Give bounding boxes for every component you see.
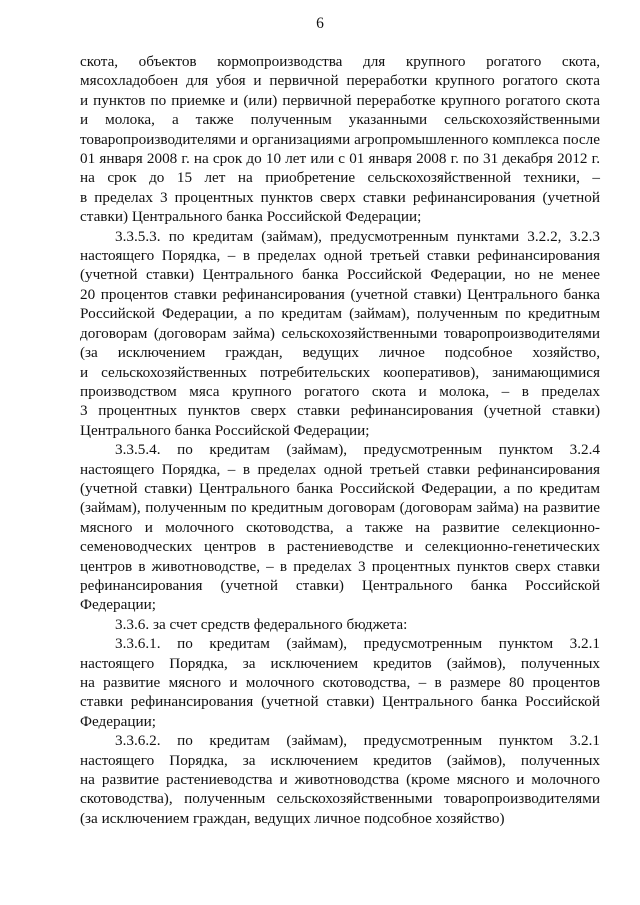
paragraph <box>80 52 600 227</box>
text-line: 3.3.5.3. по кредитам (займам), предусмотренным пунктами 3.2.2, 3.2.3 <box>115 227 600 245</box>
paragraph <box>80 731 600 828</box>
text-line: и пунктов по приемке и (или) первичной переработке крупного рогатого скота <box>80 91 600 109</box>
text-line: настоящего Порядка, – в пределах одной третьей ставки рефинансирования <box>80 247 600 265</box>
text-line: 3.3.6. за счет средств федерального бюджета: <box>115 615 408 633</box>
text-line: в пределах 3 процентных пунктов сверх ставки рефинансирования (учетной <box>80 188 600 206</box>
text-line: (за исключением граждан, ведущих личное подсобное хозяйство, <box>80 344 600 362</box>
text-line: ставки рефинансирования (учетной ставки) Центрального банка Российской <box>80 693 600 711</box>
text-line: центров в животноводстве, – в пределах 3 процентных пунктов сверх ставки <box>80 557 600 575</box>
text-line: 3.3.6.1. по кредитам (займам), предусмотренным пунктом 3.2.1 <box>115 635 600 653</box>
paragraph <box>80 440 600 615</box>
text-line: мясного и молочного скотоводства, а также на развитие селекционно- <box>80 518 600 536</box>
text-line: скотоводства), полученным сельскохозяйственными товаропроизводителями <box>80 790 600 808</box>
text-line: 3.3.6.2. по кредитам (займам), предусмотренным пунктом 3.2.1 <box>115 732 600 750</box>
text-line: (займам), полученным по кредитным договорам (договорам займа) на развитие <box>80 499 600 517</box>
text-line: скота, объектов кормопроизводства для крупного рогатого скота, <box>80 53 600 70</box>
text-line: производством мяса крупного рогатого скота и молока, – в пределах <box>80 382 600 400</box>
text-line: Российской Федерации, а по кредитам (займам), полученным по кредитным <box>80 305 600 323</box>
paragraph <box>80 615 600 634</box>
text-line: договорам (договорам займа) сельскохозяйственными товаропроизводителями <box>80 324 600 342</box>
text-line: и сельскохозяйственных потребительских кооперативов), занимающимися <box>80 363 600 381</box>
paragraph <box>80 634 600 731</box>
paragraph <box>80 227 600 440</box>
text-line: (за исключением граждан, ведущих личное подсобное хозяйство) <box>80 809 505 827</box>
text-line: Федерации; <box>80 712 156 730</box>
text-line: 3 процентных пунктов сверх ставки рефинансирования (учетной ставки) <box>80 402 600 420</box>
text-line: настоящего Порядка, – в пределах одной третьей ставки рефинансирования <box>80 460 600 478</box>
text-line: на срок до 15 лет на приобретение сельскохозяйственной техники, – <box>80 169 600 187</box>
text-line: рефинансирования (учетной ставки) Центрального банка Российской <box>80 576 600 594</box>
text-line: настоящего Порядка, за исключением кредитов (займов), полученных <box>80 654 600 672</box>
text-line: мясохладобоен для убоя и первичной переработки крупного рогатого скота <box>80 72 600 90</box>
document-body <box>80 52 600 828</box>
text-line: на развитие мясного и молочного скотоводства, – в размере 80 процентов <box>80 674 600 691</box>
page-number: 6 <box>316 15 324 32</box>
text-line: 20 процентов ставки рефинансирования (учетной ставки) Центрального банка <box>80 285 600 303</box>
text-line: Центрального банка Российской Федерации; <box>80 421 370 439</box>
text-line: ставки) Центрального банка Российской Федерации; <box>80 208 422 226</box>
text-line: настоящего Порядка, за исключением кредитов (займов), полученных <box>80 751 600 769</box>
text-line: и молока, а также полученным указанными сельскохозяйственными <box>80 111 600 129</box>
text-line: (учетной ставки) Центрального банка Российской Федерации, но не менее <box>80 266 600 284</box>
text-line: 01 января 2008 г. на срок до 10 лет или с 01 января 2008 г. по 31 декабря 2012 г. <box>80 150 600 168</box>
text-line: семеноводческих центров в растениеводстве и селекционно-генетических <box>80 538 600 556</box>
text-line: товаропроизводителями и организациями агропромышленного комплекса после <box>80 130 600 148</box>
text-line: на развитие растениеводства и животноводства (кроме мясного и молочного <box>80 771 600 789</box>
text-line: 3.3.5.4. по кредитам (займам), предусмотренным пунктом 3.2.4 <box>115 441 600 459</box>
text-line: (учетной ставки) Центрального банка Российской Федерации, а по кредитам <box>80 479 600 497</box>
text-line: Федерации; <box>80 596 156 614</box>
